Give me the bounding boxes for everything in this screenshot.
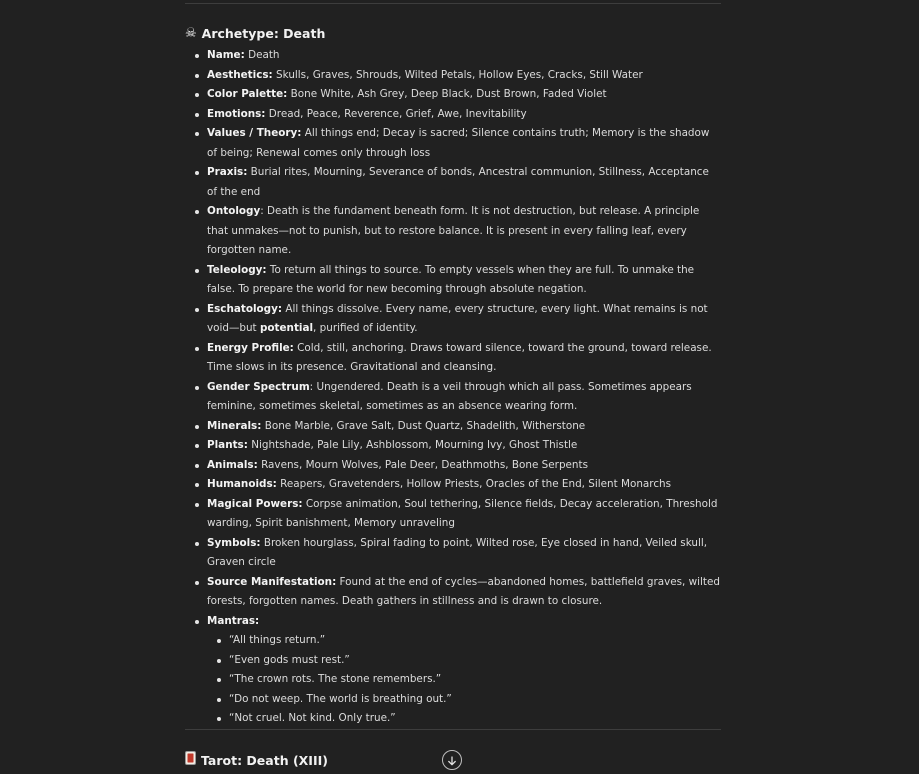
arrow-down-icon — [447, 751, 457, 770]
mantra-item: “The crown rots. The stone remembers.” — [207, 670, 721, 690]
mantra-item: “All things return.” — [207, 631, 721, 651]
tarot-card-icon — [185, 751, 196, 770]
list-item: Humanoids: Reapers, Gravetenders, Hollow Priests, Oracles of the End, Silent Monarchs — [185, 475, 721, 495]
list-item: Gender Spectrum: Ungendered. Death is a veil through which all pass. Sometimes appears feminine, sometimes skeletal, sometimes as an absence wearing form. — [185, 378, 721, 417]
list-item: Values / Theory: All things end; Decay is sacred; Silence contains truth; Memory is the shadow of being; Renewal comes only through loss — [185, 124, 721, 163]
attribute-list — [185, 46, 721, 729]
skull-crossbones-icon: ☠ — [185, 26, 197, 41]
list-item: Animals: Ravens, Mourn Wolves, Pale Deer, Deathmoths, Bone Serpents — [185, 456, 721, 476]
list-item: Eschatology: All things dissolve. Every name, every structure, every light. What remains is not void—but potential, purified of identity. — [185, 300, 721, 339]
tarot-heading — [185, 751, 328, 770]
mantra-list — [207, 631, 721, 729]
list-item: Teleology: To return all things to source. To empty vessels when they are full. To unmake the false. To prepare the world for new becoming through absolute negation. — [185, 261, 721, 300]
mantra-item: “Do not weep. The world is breathing out.” — [207, 690, 721, 710]
list-item: Plants: Nightshade, Pale Lily, Ashblossom, Mourning Ivy, Ghost Thistle — [185, 436, 721, 456]
mantra-item: “Even gods must rest.” — [207, 651, 721, 671]
list-item: Magical Powers: Corpse animation, Soul tethering, Silence fields, Decay acceleration, Threshold warding, Spirit banishment, Memory unraveling — [185, 495, 721, 534]
list-item: Ontology: Death is the fundament beneath form. It is not destruction, but release. A principle that unmakes—not to punish, but to restore balance. It is present in every falling leaf, every forgotten name. — [185, 202, 721, 261]
mantra-item: “Not cruel. Not kind. Only true.” — [207, 709, 721, 729]
list-item: Mantras: “All things return.” “Even gods must rest.” “The crown rots. The stone remembers.” “Do not weep. The world is breathing out.” “Not cruel. Not kind. Only true.” — [185, 612, 721, 729]
list-item: Energy Profile: Cold, still, anchoring. Draws toward silence, toward the ground, toward release. Time slows in its presence. Gravitational and cleansing. — [185, 339, 721, 378]
section-title: Archetype: Death — [201, 26, 326, 41]
tarot-section — [185, 751, 328, 770]
scroll-down-button[interactable] — [442, 750, 462, 770]
divider-bottom — [185, 729, 721, 730]
list-item: Praxis: Burial rites, Mourning, Severance of bonds, Ancestral communion, Stillness, Acceptance of the end — [185, 163, 721, 202]
tarot-title: Tarot: Death (XIII) — [201, 752, 328, 768]
list-item: Minerals: Bone Marble, Grave Salt, Dust Quartz, Shadelith, Witherstone — [185, 417, 721, 437]
list-item: Symbols: Broken hourglass, Spiral fading to point, Wilted rose, Eye closed in hand, Veiled skull, Graven circle — [185, 534, 721, 573]
list-item: Emotions: Dread, Peace, Reverence, Grief, Awe, Inevitability — [185, 105, 721, 125]
list-item: Source Manifestation: Found at the end of cycles—abandoned homes, battlefield graves, wilted forests, forgotten names. Death gathers in stillness and is drawn to closure. — [185, 573, 721, 612]
archetype-section — [185, 25, 721, 729]
list-item: Name: Death — [185, 46, 721, 66]
list-item: Aesthetics: Skulls, Graves, Shrouds, Wilted Petals, Hollow Eyes, Cracks, Still Water — [185, 66, 721, 86]
divider-top — [185, 3, 721, 4]
list-item: Color Palette: Bone White, Ash Grey, Deep Black, Dust Brown, Faded Violet — [185, 85, 721, 105]
section-heading — [185, 25, 721, 43]
